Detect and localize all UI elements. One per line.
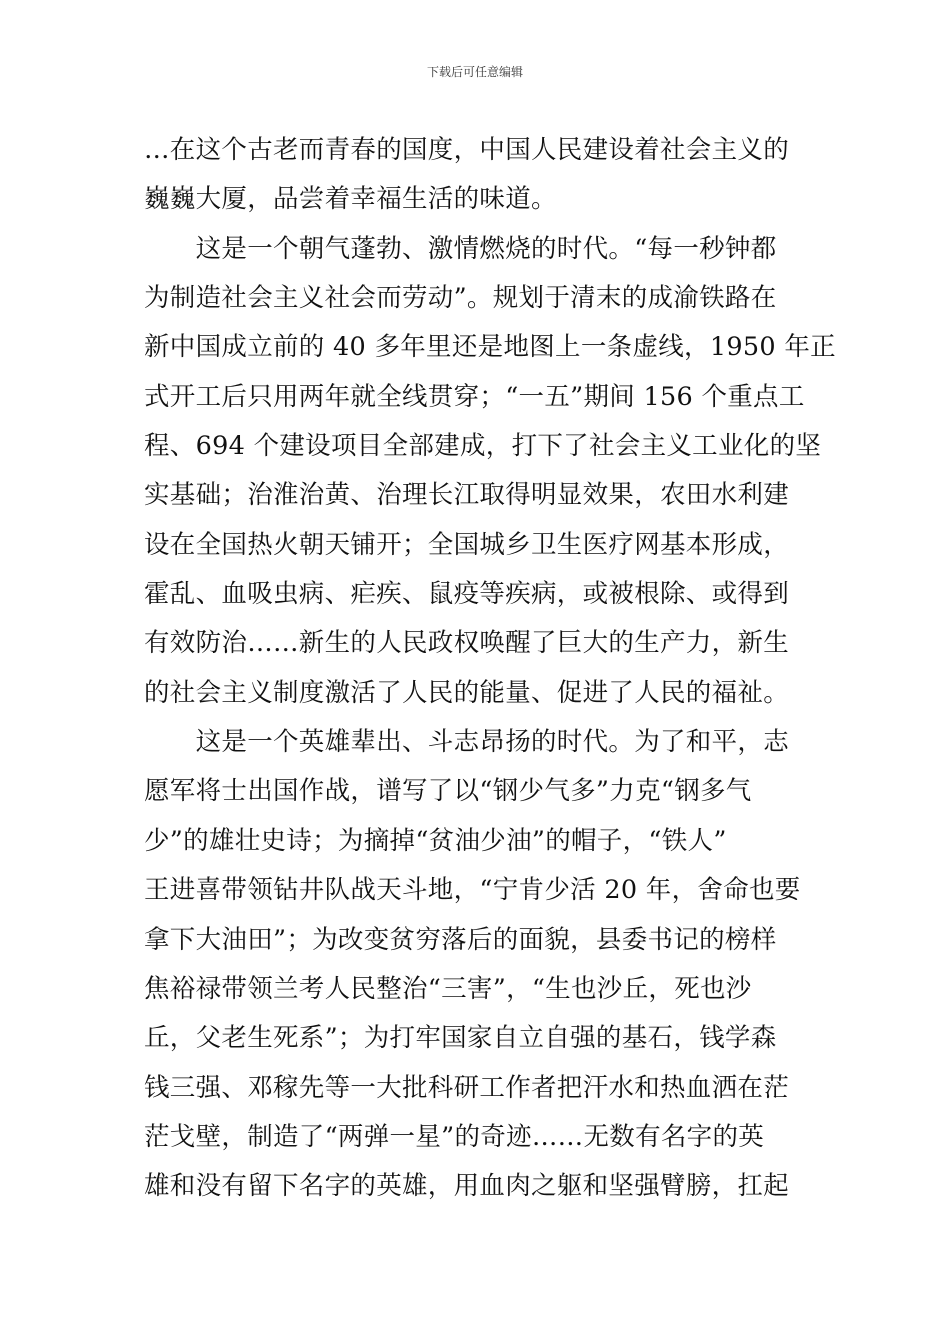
text-line: 的社会主义制度激活了人民的能量、促进了人民的福祉。 <box>144 677 790 708</box>
text-line: 实基础；治淮治黄、治理长江取得明显效果，农田水利建 <box>144 480 790 511</box>
text-line: …在这个古老而青春的国度，中国人民建设着社会主义的 <box>144 135 790 165</box>
text-line: 茫戈壁，制造了“两弹一星”的奇迹……无数有名字的英 <box>144 1121 765 1152</box>
text-line: 拿下大油田”；为改变贫穷落后的面貌，县委书记的榜样 <box>144 924 777 955</box>
text-line: 设在全国热火朝天铺开；全国城乡卫生医疗网基本形成， <box>144 529 790 560</box>
text-line: 式开工后只用两年就全线贯穿；“一五”期间 156 个重点工 <box>144 381 805 412</box>
text-line: 雄和没有留下名字的英雄，用血肉之躯和坚强臂膀，扛起 <box>144 1171 790 1202</box>
paragraph-start-line: 这是一个朝气蓬勃、激情燃烧的时代。“每一秒钟都 <box>144 233 777 264</box>
text-line: 钱三强、邓稼先等一大批科研工作者把汗水和热血洒在茫 <box>144 1072 790 1103</box>
text-line: 巍巍大厦，品尝着幸福生活的味道。 <box>144 184 557 215</box>
text-line: 程、694 个建设项目全部建成，打下了社会主义工业化的坚 <box>144 431 822 462</box>
text-line: 焦裕禄带领兰考人民整治“三害”，“生也沙丘，死也沙 <box>144 973 752 1004</box>
text-line: 少”的雄壮史诗；为摘掉“贫油少油”的帽子，“铁人” <box>144 825 727 856</box>
paragraph-start-line: 这是一个英雄辈出、斗志昂扬的时代。为了和平，志 <box>144 727 790 758</box>
text-line: 愿军将士出国作战，谱写了以“钢少气多”力克“钢多气 <box>144 776 752 807</box>
text-line: 王进喜带领钻井队战天斗地，“宁肯少活 20 年，舍命也要 <box>144 875 801 906</box>
text-line: 丘，父老生死系”；为打牢国家自立自强的基石，钱学森 <box>144 1023 777 1054</box>
text-line: 为制造社会主义社会而劳动”。规划于清末的成渝铁路在 <box>144 283 777 314</box>
document-body <box>144 126 836 1212</box>
text-line: 霍乱、血吸虫病、疟疾、鼠疫等疾病，或被根除、或得到 <box>144 579 790 610</box>
page-header: 下载后可任意编辑 <box>426 65 523 79</box>
text-line: 有效防治……新生的人民政权唤醒了巨大的生产力，新生 <box>144 628 790 659</box>
text-line: 新中国成立前的 40 多年里还是地图上一条虚线，1950 年正 <box>144 332 836 363</box>
